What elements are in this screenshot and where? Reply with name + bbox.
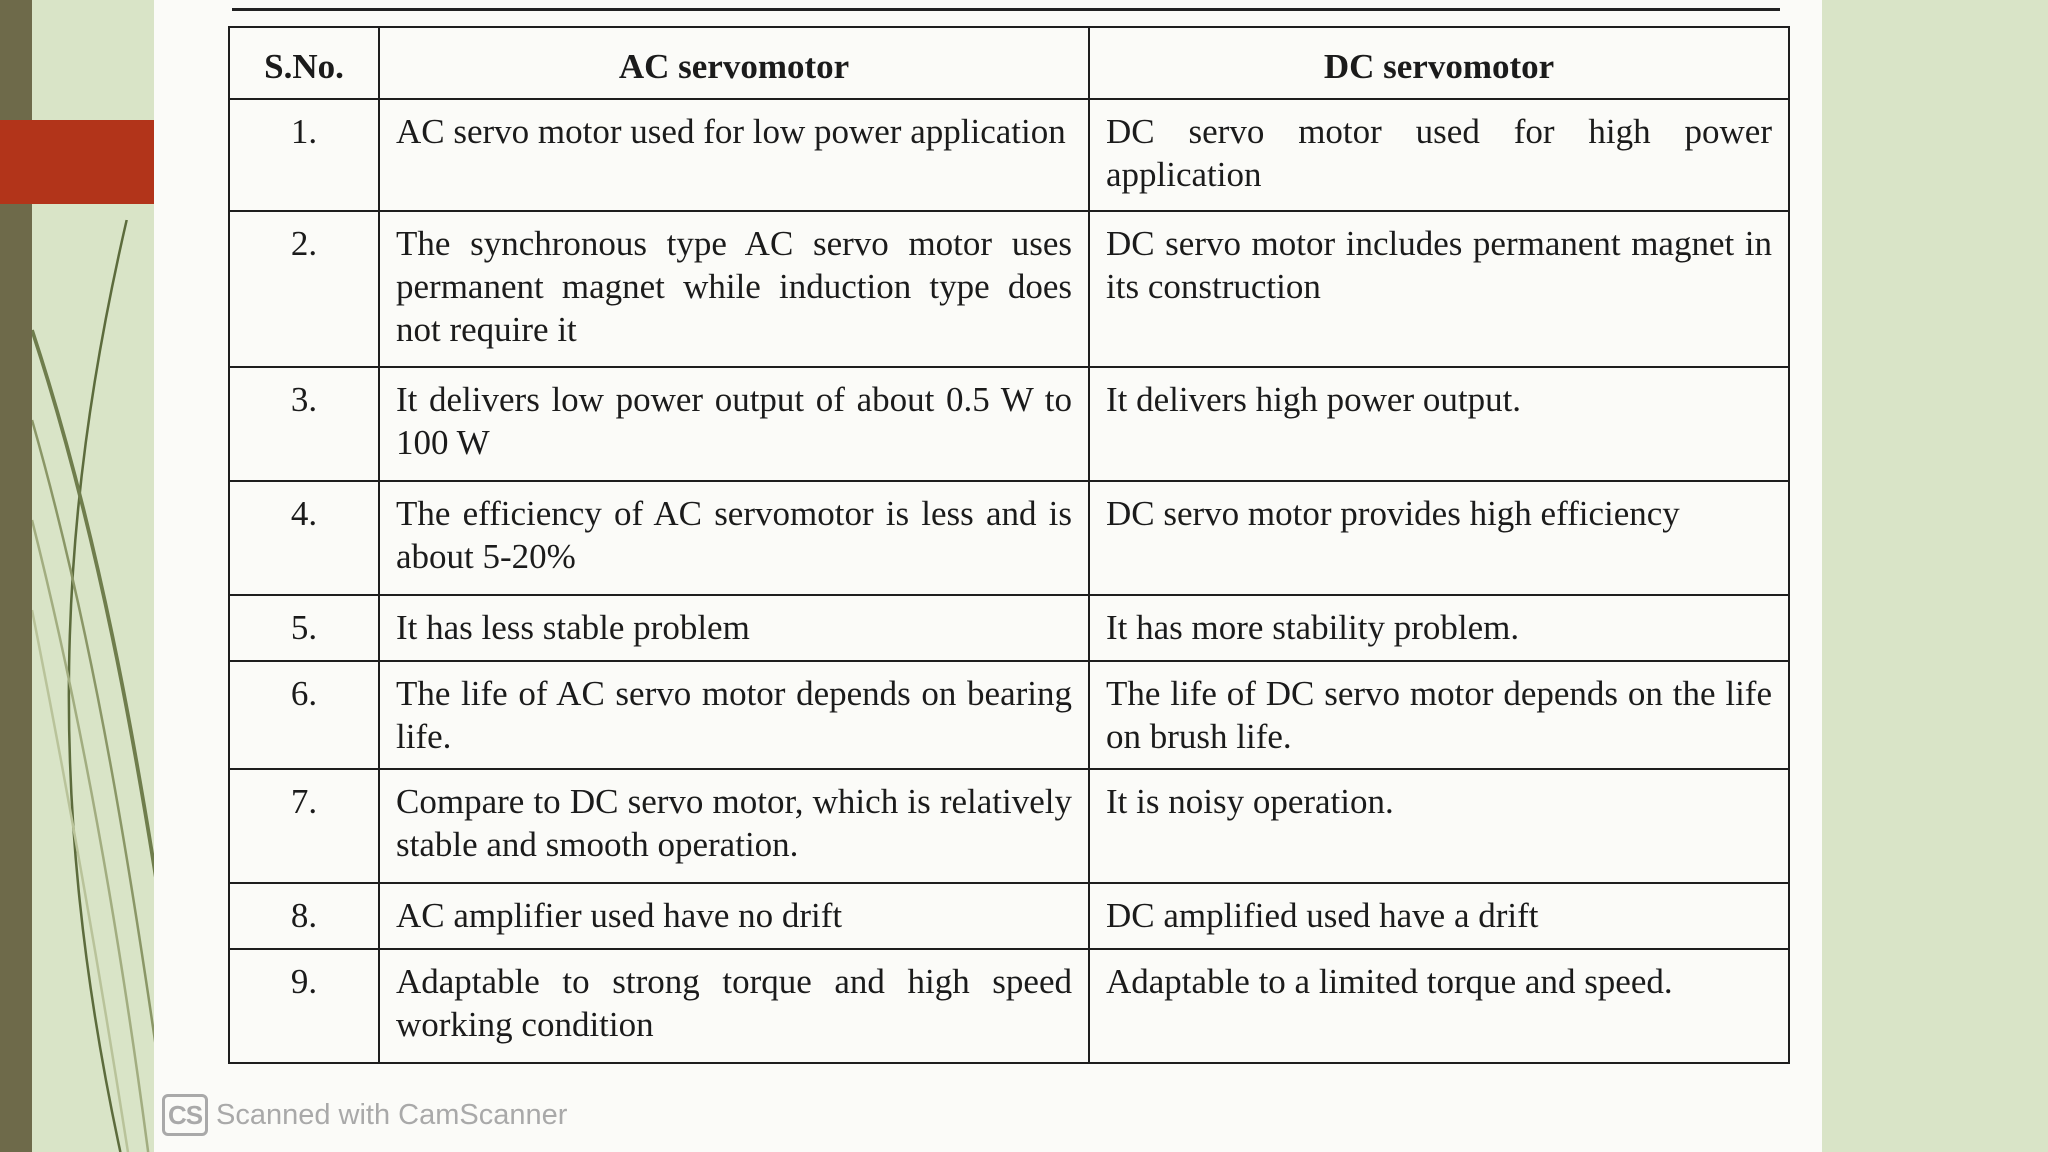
row-number: 7. [229, 769, 379, 883]
row-number: 2. [229, 211, 379, 367]
row-number: 1. [229, 99, 379, 211]
watermark-text: Scanned with CamScanner [216, 1098, 568, 1131]
table-row [229, 949, 1789, 1063]
row-number: 5. [229, 595, 379, 661]
accent-block [0, 120, 154, 204]
camscanner-watermark [162, 1094, 567, 1136]
table-row [229, 769, 1789, 883]
header-ac-servomotor: AC servomotor [379, 27, 1089, 99]
table-row [229, 99, 1789, 211]
dc-cell: It is noisy operation. [1089, 769, 1789, 883]
dc-cell: Adaptable to a limited torque and speed. [1089, 949, 1789, 1063]
row-number: 6. [229, 661, 379, 769]
table-row [229, 661, 1789, 769]
row-number: 4. [229, 481, 379, 595]
ac-cell: The efficiency of AC servomotor is less and is about 5-20% [379, 481, 1089, 595]
ac-cell: It has less stable problem [379, 595, 1089, 661]
dc-cell: DC servo motor provides high efficiency [1089, 481, 1789, 595]
top-rule [232, 8, 1780, 11]
table-row [229, 367, 1789, 481]
ac-cell: It delivers low power output of about 0.5 W to 100 W [379, 367, 1089, 481]
table-row [229, 481, 1789, 595]
scanned-page [154, 0, 1822, 1152]
ac-cell: Compare to DC servo motor, which is relatively stable and smooth operation. [379, 769, 1089, 883]
ac-cell: The life of AC servo motor depends on bearing life. [379, 661, 1089, 769]
dc-cell: DC servo motor includes permanent magnet in its construction [1089, 211, 1789, 367]
row-number: 3. [229, 367, 379, 481]
dc-cell: The life of DC servo motor depends on the life on brush life. [1089, 661, 1789, 769]
right-background-panel [1822, 0, 2048, 1152]
header-sno: S.No. [229, 27, 379, 99]
table-header-row [229, 27, 1789, 99]
ac-cell: Adaptable to strong torque and high speed working condition [379, 949, 1089, 1063]
dc-cell: It delivers high power output. [1089, 367, 1789, 481]
ac-cell: AC amplifier used have no drift [379, 883, 1089, 949]
dc-cell: DC servo motor used for high power application [1089, 99, 1789, 211]
dc-cell: DC amplified used have a drift [1089, 883, 1789, 949]
comparison-table [228, 26, 1790, 1064]
table-row [229, 595, 1789, 661]
row-number: 9. [229, 949, 379, 1063]
dc-cell: It has more stability problem. [1089, 595, 1789, 661]
camscanner-logo-icon: CS [162, 1094, 208, 1136]
row-number: 8. [229, 883, 379, 949]
table-row [229, 883, 1789, 949]
ac-cell: AC servo motor used for low power application [379, 99, 1089, 211]
ac-cell: The synchronous type AC servo motor uses permanent magnet while induction type does not require it [379, 211, 1089, 367]
header-dc-servomotor: DC servomotor [1089, 27, 1789, 99]
table-row [229, 211, 1789, 367]
